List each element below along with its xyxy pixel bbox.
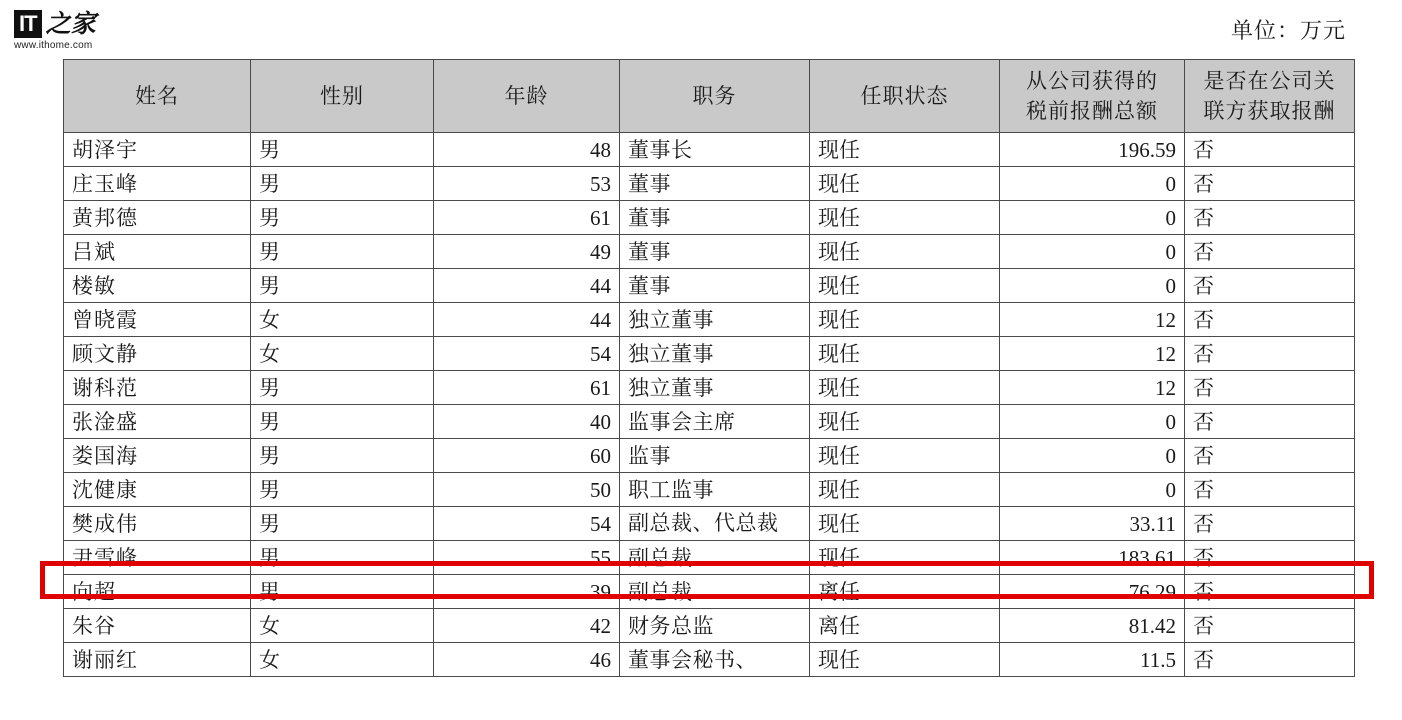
cell-gender: 女 bbox=[251, 643, 434, 677]
cell-status: 现任 bbox=[810, 643, 1000, 677]
site-logo bbox=[14, 6, 164, 51]
cell-title: 副总裁、代总裁 bbox=[620, 507, 810, 541]
cell-gender: 男 bbox=[251, 269, 434, 303]
cell-name: 娄国海 bbox=[64, 439, 251, 473]
cell-pretax-pay: 12 bbox=[1000, 371, 1185, 405]
cell-gender: 女 bbox=[251, 337, 434, 371]
cell-title: 独立董事 bbox=[620, 371, 810, 405]
unit-note: 单位：万元 bbox=[1230, 18, 1346, 43]
cell-title: 董事长 bbox=[620, 133, 810, 167]
cell-pretax-pay: 0 bbox=[1000, 439, 1185, 473]
table-row bbox=[64, 235, 1355, 269]
cell-status: 离任 bbox=[810, 575, 1000, 609]
cell-pretax-pay: 81.42 bbox=[1000, 609, 1185, 643]
cell-age: 54 bbox=[434, 337, 620, 371]
cell-age: 54 bbox=[434, 507, 620, 541]
cell-age: 49 bbox=[434, 235, 620, 269]
cell-related-party-pay: 否 bbox=[1185, 473, 1355, 507]
table-row bbox=[64, 133, 1355, 167]
cell-related-party-pay: 否 bbox=[1185, 337, 1355, 371]
cell-age: 44 bbox=[434, 303, 620, 337]
cell-title: 董事 bbox=[620, 167, 810, 201]
cell-related-party-pay: 否 bbox=[1185, 405, 1355, 439]
table-row bbox=[64, 269, 1355, 303]
cell-pretax-pay: 0 bbox=[1000, 269, 1185, 303]
cell-status: 现任 bbox=[810, 133, 1000, 167]
cell-gender: 男 bbox=[251, 541, 434, 575]
cell-status: 现任 bbox=[810, 303, 1000, 337]
table-row bbox=[64, 541, 1355, 575]
cell-gender: 男 bbox=[251, 575, 434, 609]
cell-related-party-pay: 否 bbox=[1185, 541, 1355, 575]
cell-related-party-pay: 否 bbox=[1185, 439, 1355, 473]
cell-gender: 女 bbox=[251, 609, 434, 643]
cell-name: 曾晓霞 bbox=[64, 303, 251, 337]
cell-status: 现任 bbox=[810, 201, 1000, 235]
cell-title: 监事 bbox=[620, 439, 810, 473]
cell-age: 50 bbox=[434, 473, 620, 507]
cell-age: 61 bbox=[434, 201, 620, 235]
cell-gender: 男 bbox=[251, 133, 434, 167]
table-row bbox=[64, 405, 1355, 439]
cell-title: 副总裁 bbox=[620, 541, 810, 575]
column-header-age: 年龄 bbox=[434, 60, 620, 133]
cell-status: 离任 bbox=[810, 609, 1000, 643]
cell-gender: 男 bbox=[251, 371, 434, 405]
cell-age: 48 bbox=[434, 133, 620, 167]
cell-name: 吕斌 bbox=[64, 235, 251, 269]
cell-status: 现任 bbox=[810, 371, 1000, 405]
table-row bbox=[64, 201, 1355, 235]
table-row bbox=[64, 473, 1355, 507]
cell-age: 44 bbox=[434, 269, 620, 303]
table-row bbox=[64, 609, 1355, 643]
cell-age: 39 bbox=[434, 575, 620, 609]
cell-pretax-pay: 0 bbox=[1000, 405, 1185, 439]
cell-name: 顾文静 bbox=[64, 337, 251, 371]
column-header-status: 任职状态 bbox=[810, 60, 1000, 133]
cell-status: 现任 bbox=[810, 439, 1000, 473]
cell-related-party-pay: 否 bbox=[1185, 133, 1355, 167]
cell-age: 46 bbox=[434, 643, 620, 677]
table-row bbox=[64, 337, 1355, 371]
cell-related-party-pay: 否 bbox=[1185, 609, 1355, 643]
cell-name: 谢科范 bbox=[64, 371, 251, 405]
cell-age: 61 bbox=[434, 371, 620, 405]
column-header-title: 职务 bbox=[620, 60, 810, 133]
logo-url: www.ithome.com bbox=[14, 40, 93, 51]
cell-gender: 男 bbox=[251, 439, 434, 473]
cell-related-party-pay: 否 bbox=[1185, 167, 1355, 201]
cell-age: 55 bbox=[434, 541, 620, 575]
table-row bbox=[64, 575, 1355, 609]
logo-mark bbox=[14, 6, 164, 38]
cell-title: 董事会秘书、 bbox=[620, 643, 810, 677]
cell-title: 独立董事 bbox=[620, 303, 810, 337]
column-header-gender: 性别 bbox=[251, 60, 434, 133]
table-row bbox=[64, 643, 1355, 677]
cell-name: 沈健康 bbox=[64, 473, 251, 507]
cell-pretax-pay: 0 bbox=[1000, 235, 1185, 269]
table-row bbox=[64, 507, 1355, 541]
column-header-related-party-pay-line1: 是否在公司关 bbox=[1203, 69, 1336, 93]
table-header bbox=[64, 60, 1355, 133]
cell-name: 谢丽红 bbox=[64, 643, 251, 677]
cell-pretax-pay: 0 bbox=[1000, 473, 1185, 507]
cell-pretax-pay: 33.11 bbox=[1000, 507, 1185, 541]
cell-age: 60 bbox=[434, 439, 620, 473]
cell-title: 财务总监 bbox=[620, 609, 810, 643]
column-header-name: 姓名 bbox=[64, 60, 251, 133]
cell-gender: 男 bbox=[251, 235, 434, 269]
column-header-related-party-pay-line2: 联方获取报酬 bbox=[1203, 99, 1336, 123]
cell-gender: 男 bbox=[251, 405, 434, 439]
cell-title: 副总裁 bbox=[620, 575, 810, 609]
cell-pretax-pay: 183.61 bbox=[1000, 541, 1185, 575]
table-row bbox=[64, 167, 1355, 201]
cell-gender: 男 bbox=[251, 201, 434, 235]
cell-name: 向超 bbox=[64, 575, 251, 609]
cell-status: 现任 bbox=[810, 541, 1000, 575]
column-header-pretax-pay-line2: 税前报酬总额 bbox=[1026, 99, 1158, 123]
table-header-row bbox=[64, 60, 1355, 133]
cell-status: 现任 bbox=[810, 473, 1000, 507]
cell-pretax-pay: 11.5 bbox=[1000, 643, 1185, 677]
cell-age: 53 bbox=[434, 167, 620, 201]
page-bottom-edge bbox=[0, 712, 1402, 720]
cell-pretax-pay: 0 bbox=[1000, 167, 1185, 201]
cell-pretax-pay: 12 bbox=[1000, 303, 1185, 337]
cell-name: 黄邦德 bbox=[64, 201, 251, 235]
cell-title: 董事 bbox=[620, 235, 810, 269]
cell-title: 监事会主席 bbox=[620, 405, 810, 439]
cell-gender: 男 bbox=[251, 473, 434, 507]
cell-name: 胡泽宇 bbox=[64, 133, 251, 167]
cell-age: 40 bbox=[434, 405, 620, 439]
cell-name: 樊成伟 bbox=[64, 507, 251, 541]
cell-name: 楼敏 bbox=[64, 269, 251, 303]
cell-pretax-pay: 12 bbox=[1000, 337, 1185, 371]
cell-pretax-pay: 76.29 bbox=[1000, 575, 1185, 609]
column-header-pretax-pay-line1: 从公司获得的 bbox=[1026, 69, 1158, 93]
compensation-table-wrapper bbox=[63, 59, 1354, 677]
cell-title: 独立董事 bbox=[620, 337, 810, 371]
cell-related-party-pay: 否 bbox=[1185, 201, 1355, 235]
compensation-table bbox=[63, 59, 1355, 677]
cell-gender: 男 bbox=[251, 507, 434, 541]
cell-name: 张淦盛 bbox=[64, 405, 251, 439]
cell-related-party-pay: 否 bbox=[1185, 507, 1355, 541]
cell-status: 现任 bbox=[810, 507, 1000, 541]
table-row bbox=[64, 371, 1355, 405]
cell-related-party-pay: 否 bbox=[1185, 643, 1355, 677]
cell-status: 现任 bbox=[810, 405, 1000, 439]
cell-name: 朱谷 bbox=[64, 609, 251, 643]
cell-pretax-pay: 0 bbox=[1000, 201, 1185, 235]
cell-related-party-pay: 否 bbox=[1185, 371, 1355, 405]
cell-related-party-pay: 否 bbox=[1185, 269, 1355, 303]
cell-related-party-pay: 否 bbox=[1185, 575, 1355, 609]
cell-name: 庄玉峰 bbox=[64, 167, 251, 201]
cell-status: 现任 bbox=[810, 235, 1000, 269]
cell-title: 董事 bbox=[620, 201, 810, 235]
table-row bbox=[64, 303, 1355, 337]
cell-pretax-pay: 196.59 bbox=[1000, 133, 1185, 167]
cell-related-party-pay: 否 bbox=[1185, 235, 1355, 269]
cell-related-party-pay: 否 bbox=[1185, 303, 1355, 337]
cell-title: 职工监事 bbox=[620, 473, 810, 507]
cell-status: 现任 bbox=[810, 167, 1000, 201]
cell-name: 尹雪峰 bbox=[64, 541, 251, 575]
column-header-related-party-pay bbox=[1185, 60, 1355, 133]
cell-age: 42 bbox=[434, 609, 620, 643]
logo-cn-text: 之家 bbox=[45, 11, 96, 38]
cell-gender: 男 bbox=[251, 167, 434, 201]
logo-it-text: IT bbox=[14, 10, 42, 38]
table-row bbox=[64, 439, 1355, 473]
cell-status: 现任 bbox=[810, 337, 1000, 371]
table-body bbox=[64, 133, 1355, 677]
column-header-pretax-pay bbox=[1000, 60, 1185, 133]
cell-status: 现任 bbox=[810, 269, 1000, 303]
cell-title: 董事 bbox=[620, 269, 810, 303]
cell-gender: 女 bbox=[251, 303, 434, 337]
